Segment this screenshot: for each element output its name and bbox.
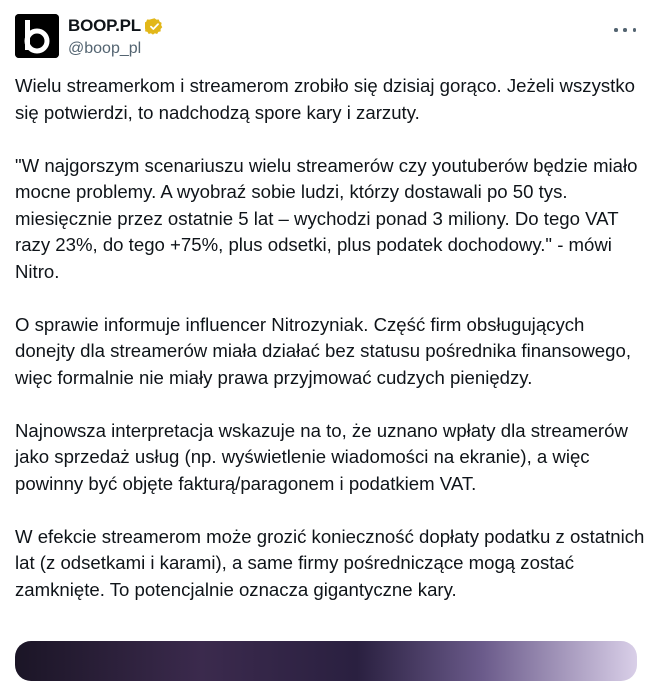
tweet-media-image[interactable] bbox=[15, 641, 637, 681]
verified-badge-icon[interactable] bbox=[145, 17, 164, 36]
tweet-paragraph: W efekcie streamerom może grozić konieczność dopłaty podatku z ostatnich lat (z odsetkami i karami), a same firmy pośredniczące mogą zostać zamknięte. To potencjalnie oznacza gigantyczne kary. bbox=[15, 525, 645, 600]
tweet-paragraph: Najnowsza interpretacja wskazuje na to, że uznano wpłaty dla streamerów jako sprzedaż usług (np. wyświetlenie wiadomości na ekranie), a więc powinny być objęte fakturą/paragonem i podatkiem VAT. bbox=[15, 419, 628, 494]
tweet-paragraph: "W najgorszym scenariuszu wielu streamerów czy youtuberów będzie miało mocne problemy. A wyobraź sobie ludzi, którzy dostawali po 50 tys. miesięcznie przez ostatnie 5 lat – wychodzi ponad 3 miliony. Do tego VAT razy 23%, do tego +75%, plus odsetki, plus podatek dochodowy." - mówi Nitro. bbox=[15, 154, 638, 282]
tweet-paragraph: O sprawie informuje influencer Nitrozyniak. Część firm obsługujących donejty dla streamerów miała działać bez statusu pośrednika finansowego, więc formalnie nie miały prawa przyjmować cudzych pieniędzy. bbox=[15, 313, 631, 388]
author-names bbox=[68, 15, 164, 58]
avatar[interactable] bbox=[15, 14, 59, 58]
tweet-paragraph: Wielu streamerkom i streamerom zrobiło się dzisiaj gorąco. Jeżeli wszystko się potwierdzi, to nadchodzą spore kary i zarzuty. bbox=[15, 75, 635, 123]
boop-logo-icon bbox=[15, 14, 59, 58]
tweet-header bbox=[15, 14, 640, 62]
display-name[interactable]: BOOP.PL bbox=[68, 16, 141, 35]
handle[interactable]: @boop_pl bbox=[68, 40, 142, 57]
tweet-text bbox=[15, 73, 645, 630]
more-horizontal-icon[interactable] bbox=[614, 20, 636, 40]
